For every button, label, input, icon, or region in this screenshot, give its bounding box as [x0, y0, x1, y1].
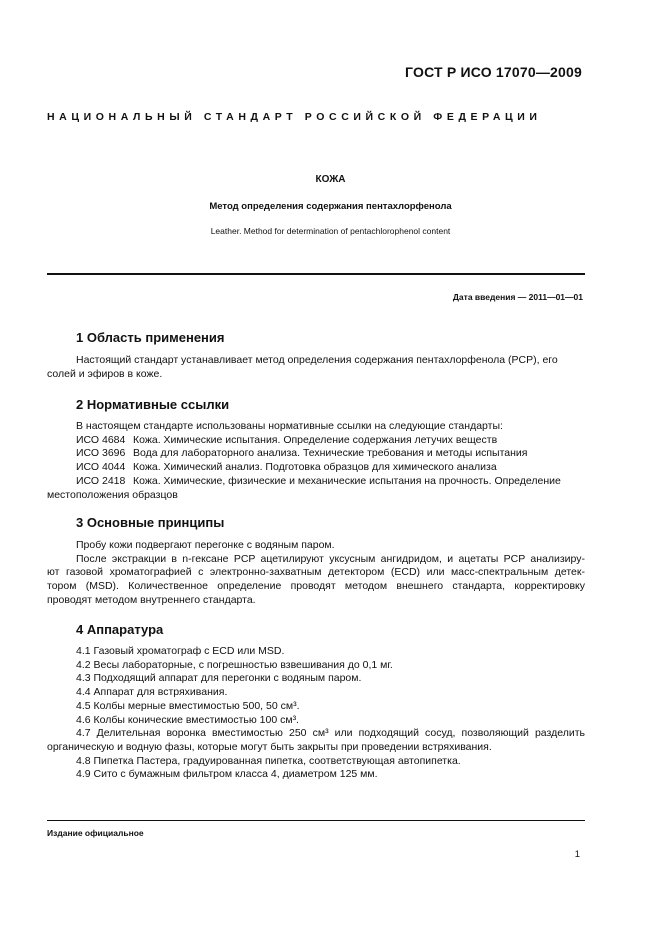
- reference-code: ИСО 4684: [76, 433, 126, 446]
- section-1-body: [47, 354, 585, 381]
- effective-date: Дата введения — 2011—01—01: [452, 292, 583, 302]
- section-3-heading: 3 Основные принципы: [76, 515, 225, 530]
- reference-title: Кожа. Химические, физические и механические испытания на прочность. Определение: [133, 474, 561, 487]
- page-number: 1: [574, 849, 580, 860]
- section-1-heading: 1 Область применения: [76, 330, 225, 345]
- reference-title: Вода для лабораторного анализа. Технические требования и методы испытания: [133, 447, 528, 460]
- paragraph-line: органическую и водную фазы, которые могут быть закрыты при проведении встряхивания.: [47, 740, 492, 753]
- title-divider: [47, 273, 585, 275]
- reference-code: ИСО 2418: [76, 474, 126, 487]
- section-2-body: [47, 420, 585, 502]
- reference-item: [47, 434, 585, 448]
- paragraph-line: Пробу кожи подвергают перегонке с водяным паром.: [76, 539, 335, 551]
- paragraph-line: 4.8 Пипетка Пастера, градуированная пипетка, соответствующая автопипетка.: [76, 754, 461, 767]
- paragraph-line: 4.6 Колбы конические вместимостью 100 см³.: [76, 713, 299, 726]
- section-3-body: [47, 539, 585, 608]
- reference-code: ИСО 4044: [76, 461, 126, 474]
- reference-title: Кожа. Химические испытания. Определение содержания летучих веществ: [133, 433, 498, 446]
- paragraph-line: проводят методом внутреннего стандарта.: [47, 593, 256, 606]
- paragraph-line: В настоящем стандарте использованы нормативные ссылки на следующие стандарты:: [76, 420, 503, 432]
- paragraph-line: 4.3 Подходящий аппарат для перегонки с водяным паром.: [76, 672, 362, 685]
- reference-title: Кожа. Химический анализ. Подготовка образцов для химического анализа: [133, 461, 497, 474]
- paragraph-line: 4.7 Делительная воронка вместимостью 250 см³ или подходящий сосуд, позволяющий разделить: [76, 727, 585, 740]
- paragraph-line: 4.2 Весы лабораторные, с погрешностью взвешивания до 0,1 мг.: [76, 658, 393, 671]
- english-title: Leather. Method for determination of pentachlorophenol content: [210, 226, 451, 236]
- paragraph-line: ют газовой хроматографией с электронно-захватным детектором (ECD) или масс-спектральным детек-: [47, 566, 585, 579]
- national-standard-banner: НАЦИОНАЛЬНЫЙ СТАНДАРТ РОССИЙСКОЙ ФЕДЕРАЦИИ: [47, 111, 542, 123]
- reference-code: ИСО 3696: [76, 447, 126, 460]
- paragraph-line: 4.1 Газовый хроматограф с ECD или MSD.: [76, 645, 285, 657]
- paragraph-line: 4.9 Сито с бумажным фильтром класса 4, диаметром 125 мм.: [76, 768, 378, 781]
- document-subtitle: Метод определения содержания пентахлорфенола: [209, 201, 452, 212]
- reference-item: [47, 461, 585, 475]
- paragraph-line: После экстракции в n-гексане PCP ацетилируют уксусным ангидридом, и ацетаты PCP анализиру-: [76, 552, 585, 565]
- paragraph-line: местоположения образцов: [47, 488, 178, 501]
- section-2-heading: 2 Нормативные ссылки: [76, 397, 230, 412]
- footer-divider: [47, 820, 585, 821]
- paragraph-line: 4.4 Аппарат для встряхивания.: [76, 686, 228, 699]
- document-title: КОЖА: [315, 174, 346, 185]
- document-code: ГОСТ Р ИСО 17070—2009: [405, 64, 582, 80]
- section-4-body: [47, 645, 585, 782]
- paragraph-line: Настоящий стандарт устанавливает метод определения содержания пентахлорфенола (PCP), его: [76, 354, 558, 366]
- official-edition-note: Издание официальное: [47, 828, 144, 838]
- paragraph-line: солей и эфиров в коже.: [47, 367, 163, 380]
- reference-item: [47, 447, 585, 461]
- section-4-heading: 4 Аппаратура: [76, 622, 164, 637]
- paragraph-line: 4.5 Колбы мерные вместимостью 500, 50 см³.: [76, 699, 300, 712]
- reference-item: [47, 475, 585, 489]
- paragraph-line: тором (MSD). Количественное определение проводят методом внешнего стандарта, корректировку: [47, 580, 585, 593]
